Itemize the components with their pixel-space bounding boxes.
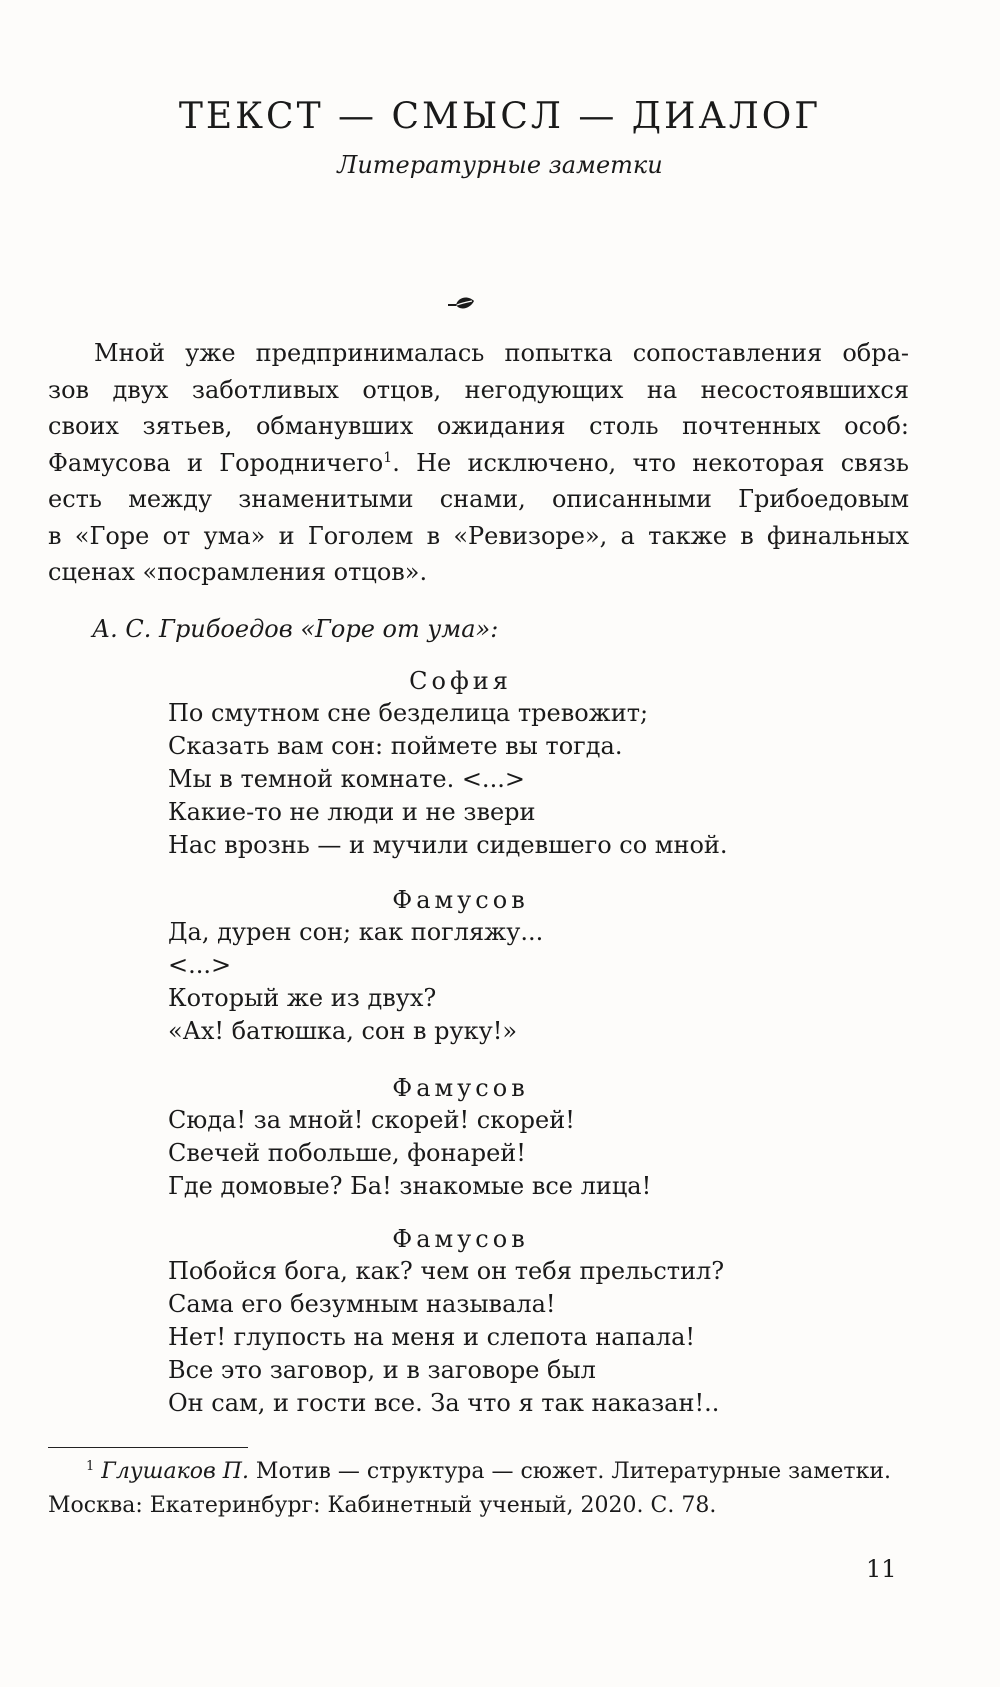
verse-line: Сказать вам сон: поймете вы тогда. [168,732,623,760]
verse-line: Все это заговор, и в заговоре был [168,1356,596,1384]
verse-line: Нас врознь — и мучили сидевшего со мной. [168,831,728,859]
verse-line: Который же из двух? [168,984,437,1012]
paragraph-line-part: Фамусова и Городничего [48,448,384,477]
verse-line: Сюда! за мной! скорей! скорей! [168,1106,575,1134]
verse-line: Нет! глупость на меня и слепота напала! [168,1323,696,1351]
page-title: ТЕКСТ — СМЫСЛ — ДИАЛОГ [178,96,822,137]
page-number: 11 [866,1555,897,1583]
paragraph-line: в «Горе от ума» и Гоголем в «Ревизоре», а также в финальных [48,521,909,550]
verse-line: <...> [168,951,232,979]
verse-line: По смутном сне безделица тревожит; [168,699,649,727]
footnote-title: Мотив — структура — сюжет. Литературные заметки. [248,1459,891,1484]
leaf-ornament-icon [446,293,476,315]
quote-source: А. С. Грибоедов «Горе от ума»: [92,615,499,643]
footnote-author: Глушаков П. [101,1459,249,1484]
paragraph-line: сценах «посрамления отцов». [48,558,428,586]
verse-line: Где домовые? Ба! знакомые все лица! [168,1172,652,1200]
footnote-line [48,1455,918,1489]
verse-block [168,1223,868,1420]
footnote-divider [48,1447,248,1448]
speaker-name: Фамусов [392,1225,529,1253]
verse-line: «Ах! батюшка, сон в руку!» [168,1017,518,1045]
verse-block [168,665,868,862]
paragraph-line: есть между знаменитыми снами, описанными Грибоедовым [48,485,909,513]
page-subtitle: Литературные заметки [337,151,663,179]
footnote-reference[interactable]: 1 [383,449,393,466]
verse-line: Свечей побольше, фонарей! [168,1139,526,1167]
verse-line: Мы в темной комнате. <...> [168,765,525,793]
verse-line: Побойся бога, как? чем он тебя прельстил? [168,1257,725,1285]
paragraph-line: зов двух заботливых отцов, негодующих на несостоявшихся [48,375,909,404]
verse-block [168,1072,868,1203]
paragraph-line [48,445,909,482]
verse-line: Он сам, и гости все. За что я так наказан!.. [168,1389,720,1417]
paragraph-line: Мной уже предпринималась попытка сопоставления обра- [94,339,909,367]
speaker-name: София [409,667,512,695]
footnote-number: 1 [86,1459,95,1474]
verse-line: Сама его безумным называла! [168,1290,556,1318]
paragraph-line: своих зятьев, обманувших ожидания столь почтенных особ: [48,412,909,440]
speaker-name: Фамусов [392,1074,529,1102]
verse-block [168,884,868,1048]
footnote-line: Москва: Екатеринбург: Кабинетный ученый, 2020. С. 78. [48,1493,717,1518]
paragraph-line-part: . Не исключено, что некоторая связь [392,448,909,477]
verse-line: Да, дурен сон; как погляжу... [168,918,544,946]
speaker-name: Фамусов [392,886,529,914]
body-paragraph [48,335,909,591]
verse-line: Какие-то не люди и не звери [168,798,536,826]
footnote [48,1455,918,1523]
